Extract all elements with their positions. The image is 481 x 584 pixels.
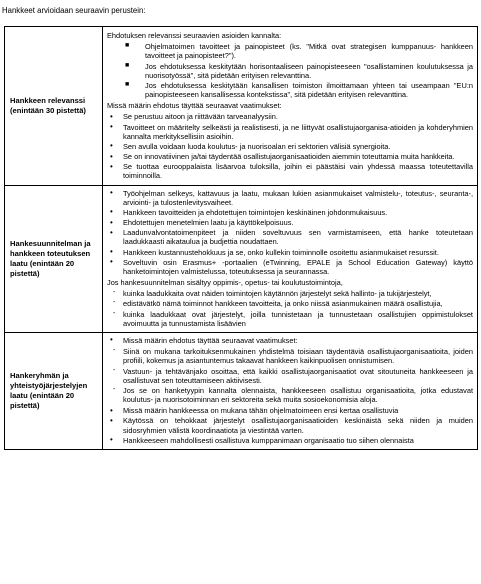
dot-bullet-icon: •: [110, 335, 113, 345]
list-item-text: Työohjelman selkeys, kattavuus ja laatu, mukaan lukien asianmukaiset valmistelu-, toteutus-, seuranta-, arviointi- ja tulostenlevitysvaiheet.: [123, 188, 473, 207]
bullet-list: [107, 347, 473, 404]
list-item-text: Laadunvalvontatoimenpiteet ja niiden soveltuvuus sen varmistamiseen, että hanke toteutetaan laadukkaasti aikataulua ja budjettia noudattaen.: [123, 228, 473, 247]
square-bullet-icon: ■: [125, 42, 130, 50]
list-item-text: Jos se on hanketyypin kannalta olennaista, hankkeeseen osallistuu organisaatioita, jotka edustavat koulutus- ja nuorisotoiminnan eri sektoreita sekä muita sosioekonomisia aloja.: [123, 385, 473, 405]
list-item-text: Tavoitteet on määritelty selkeästi ja realistisesti, ja ne liittyvät osallistujaorganisa-atioiden ja kohderyhmien kannalta merkityksellisiin asioihin.: [123, 122, 473, 141]
list-item-text: kuinka laadukkaita ovat näiden toimintojen käytännön järjestelyt sekä hallinto- ja tukijärjestelyt,: [123, 289, 432, 299]
dot-bullet-icon: •: [110, 247, 113, 257]
criterion-label: Hankesuunnitelman ja hankkeen toteutuksen laatu (enintään 20 pistettä): [10, 239, 91, 278]
lead-text: Jos hankesuunnitelman sisältyy oppimis-, opetus- tai koulutustoimintoja,: [107, 278, 343, 288]
dash-bullet-icon: -: [113, 299, 116, 307]
list-item: [107, 406, 473, 415]
dot-bullet-icon: •: [110, 415, 113, 425]
dot-bullet-icon: •: [110, 217, 113, 227]
list-item: [107, 218, 473, 227]
lead-text: Missä määrin ehdotus täyttää seuraavat vaatimukset:: [107, 101, 282, 111]
dot-bullet-icon: •: [110, 161, 113, 171]
criteria-table: [4, 26, 478, 450]
list-item: [107, 208, 473, 217]
list-item-text: Se on innovatiivinen ja/tai täydentää osallistujaorganisaatioiden aiemmin toteuttamia muita hankkeita.: [123, 152, 455, 162]
bullet-list: [107, 336, 473, 345]
criterion-label: Hankkeen relevanssi (enintään 30 pistettä): [10, 96, 86, 115]
list-item: [107, 152, 473, 161]
list-item: [117, 62, 473, 80]
dot-bullet-icon: •: [110, 188, 113, 198]
list-item: [107, 123, 473, 141]
list-item: [107, 386, 473, 404]
dot-bullet-icon: •: [110, 122, 113, 132]
criterion-content: [103, 27, 478, 186]
list-item: [107, 416, 473, 434]
list-item-text: Hankkeen tavoitteiden ja ehdotettujen toimintojen keskinäinen johdonmukaisuus.: [123, 207, 388, 217]
list-item-text: Ohjelmatoimen tavoitteet ja painopisteet (ks. "Mitkä ovat strategisen kumppanuus- hankkeen tavoitteet ja painopisteet?").: [145, 42, 473, 61]
row-design-quality: [5, 185, 478, 332]
dot-bullet-icon: •: [110, 405, 113, 415]
list-item-text: Missä määrin ehdotus täyttää seuraavat vaatimukset:: [123, 335, 298, 345]
list-item: [107, 112, 473, 121]
list-item-text: Se perustuu aitoon ja riittävään tarveanalyysiin.: [123, 112, 278, 122]
list-item-text: Jos ehdotuksessa keskitytään kansallisen toimiston ilmoittamaan yhteen tai useampaan "EU:n painopisteeseen kansallisessa kontekstissa", sitä pidetään erityisen relevanttina.: [145, 80, 473, 100]
list-item-text: Käytössä on tehokkaat järjestelyt osallistujaorganisaatioiden keskinäistä sekä niiden ja muiden sidosryhmien välistä koordinaatiota ja viestintää varten.: [123, 416, 473, 435]
dot-bullet-icon: •: [110, 141, 113, 151]
dot-bullet-icon: •: [110, 111, 113, 121]
row-relevance: [5, 27, 478, 186]
list-item-text: Siinä on mukana tarkoituksenmukainen yhdistelmä toisiaan täydentäviä osallistujaorganisaatioita, joiden profiili, kokemus ja asiantuntemus takaavat hankkeen kaikinpuolisen onnistumisen.: [123, 347, 473, 366]
list-item-text: Missä määrin hankkeessa on mukana tähän ohjelmatoimeen ensi kertaa osallistuvia: [123, 406, 399, 416]
criterion-label: Hankeryhmän ja yhteistyöjärjestelyjen laatu (enintään 20 pistettä): [10, 371, 88, 410]
dot-bullet-icon: •: [110, 257, 113, 267]
list-item: [107, 436, 473, 445]
intro-text: Hankkeet arvioidaan seuraavin perustein:: [2, 6, 146, 15]
dash-bullet-icon: -: [113, 309, 116, 317]
bullet-list: [107, 406, 473, 445]
list-item-text: Vastuun- ja tehtävänjako osoittaa, että kaikki osallistujaorganisaatiot ovat sitoutuneita hankkeeseen ja osallistuvat sen toteuttamiseen aktiivisesti.: [123, 366, 473, 385]
list-item: [117, 81, 473, 99]
list-item-text: Sen avulla voidaan luoda koulutus- ja nuorisoalan eri sektorien välisiä synergioita.: [123, 141, 391, 151]
list-item: [107, 299, 473, 308]
list-item: [117, 42, 473, 60]
square-bullet-icon: ■: [125, 61, 130, 69]
dash-bullet-icon: -: [113, 366, 116, 374]
list-item-text: Hankkeen kustannustehokkuus ja se, onko kullekin toiminnolle osoitettu asianmukaiset resurssit.: [123, 247, 439, 257]
bullet-list: [107, 112, 473, 180]
list-item: [107, 142, 473, 151]
list-item: [107, 248, 473, 257]
list-item-text: edistävätkö nämä toiminnot hankkeen tavoitteita, ja onko niissä asianmukainen määrä osallistujia,: [123, 299, 443, 309]
list-item-text: Jos ehdotuksessa keskitytään horisontaaliseen painopisteeseen "osallistaminen koulutuksessa ja nuorisotyössä", sitä pidetään erityisen relevanttina.: [145, 61, 473, 80]
criterion-content: [103, 332, 478, 449]
list-item-text: Ehdotettujen menetelmien laatu ja käyttökelpoisuus.: [123, 218, 294, 228]
bullet-list: [107, 289, 473, 328]
list-item: [107, 162, 473, 180]
dash-bullet-icon: -: [113, 385, 116, 393]
list-item: [107, 258, 473, 276]
bullet-list: [107, 42, 473, 99]
row-team-quality: [5, 332, 478, 449]
dot-bullet-icon: •: [110, 151, 113, 161]
list-item: [107, 310, 473, 328]
dot-bullet-icon: •: [110, 207, 113, 217]
bullet-list: [107, 189, 473, 277]
dot-bullet-icon: •: [110, 435, 113, 445]
list-item-text: Hankkeeseen mahdollisesti osallistuva kumppanimaan organisaatio tuo siihen olennaista: [123, 435, 414, 445]
list-item: [107, 189, 473, 207]
lead-text: Ehdotuksen relevanssi seuraavien asioiden kannalta:: [107, 31, 282, 40]
list-item: [107, 336, 473, 345]
dash-bullet-icon: -: [113, 289, 116, 297]
list-item: [107, 347, 473, 365]
list-item-text: Soveltuvin osin Erasmus+ -portaalien (eTwinning, EPALE ja School Education Gateway) käyttö hanketoimintojen valmistelussa, toteutuksessa ja seurannassa.: [123, 257, 473, 276]
list-item: [107, 367, 473, 385]
list-item: [107, 228, 473, 246]
square-bullet-icon: ■: [125, 80, 130, 88]
dash-bullet-icon: -: [113, 347, 116, 355]
list-item: [107, 289, 473, 298]
dot-bullet-icon: •: [110, 227, 113, 237]
list-item-text: kuinka laadukkaat ovat järjestelyt, joilla tunnistetaan ja tunnustetaan osallistujien oppimistulokset avoimuutta ja tunnustamista lisäävien: [123, 309, 473, 328]
list-item-text: Se tuottaa eurooppalaista lisäarvoa tuloksilla, joihin ei päästäisi vain yhdessä maassa toteutettavilla toiminnoilla.: [123, 162, 473, 181]
criterion-content: [103, 185, 478, 332]
